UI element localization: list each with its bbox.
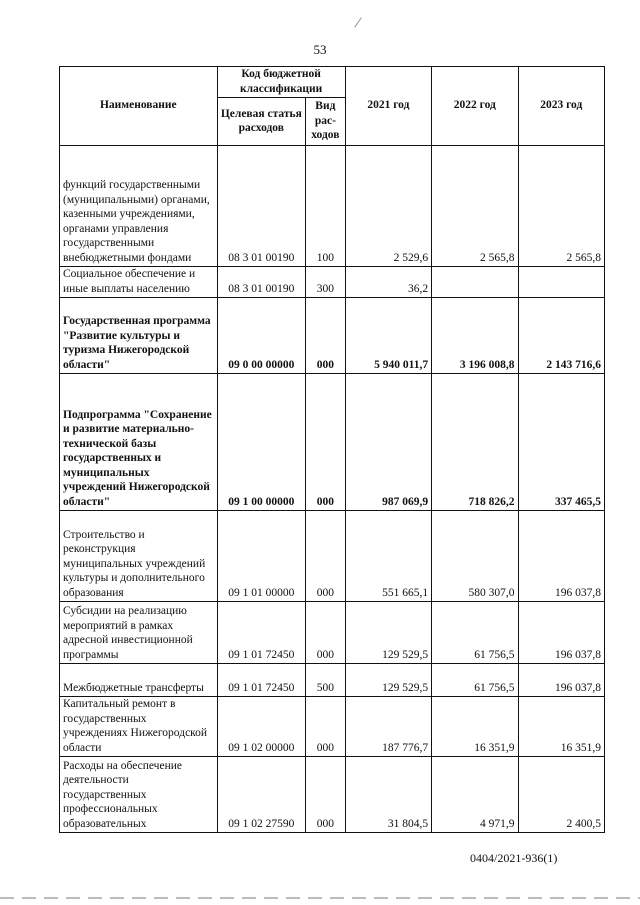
table-row <box>60 267 605 298</box>
row-target-item: 08 3 01 00190 <box>217 146 305 267</box>
scan-mark <box>354 17 362 27</box>
row-value-2021: 987 069,9 <box>345 374 431 511</box>
row-value-2022: 61 756,5 <box>432 664 518 697</box>
row-expense-type: 100 <box>306 146 346 267</box>
header-year-2021: 2021 год <box>345 67 431 146</box>
row-target-item: 09 0 00 00000 <box>217 298 305 374</box>
row-expense-type: 000 <box>306 697 346 757</box>
table-row <box>60 757 605 833</box>
row-value-2021: 31 804,5 <box>345 757 431 833</box>
table-row <box>60 298 605 374</box>
table-body <box>60 146 605 833</box>
row-name: функций государственными (муниципальными) органами, казенными учреждениями, органами управления государственными внебюджетными фондами <box>60 146 218 267</box>
row-target-item: 08 3 01 00190 <box>217 267 305 298</box>
row-value-2021: 129 529,5 <box>345 602 431 664</box>
table-row <box>60 664 605 697</box>
row-value-2023 <box>518 267 604 298</box>
row-value-2023: 2 143 716,6 <box>518 298 604 374</box>
row-value-2022: 580 307,0 <box>432 511 518 602</box>
header-name: Наименование <box>60 67 218 146</box>
row-value-2022: 16 351,9 <box>432 697 518 757</box>
row-value-2022: 61 756,5 <box>432 602 518 664</box>
row-value-2023: 16 351,9 <box>518 697 604 757</box>
row-name: Субсидии на реализацию мероприятий в рамках адресной инвестиционной программы <box>60 602 218 664</box>
row-target-item: 09 1 01 72450 <box>217 602 305 664</box>
table-row <box>60 697 605 757</box>
budget-table <box>59 66 605 833</box>
row-value-2023: 337 465,5 <box>518 374 604 511</box>
row-expense-type: 000 <box>306 511 346 602</box>
row-value-2021: 36,2 <box>345 267 431 298</box>
row-value-2022 <box>432 267 518 298</box>
table-row <box>60 602 605 664</box>
row-value-2022: 3 196 008,8 <box>432 298 518 374</box>
row-name: Расходы на обеспечение деятельности государственных профессиональных образовательных <box>60 757 218 833</box>
row-target-item: 09 1 01 72450 <box>217 664 305 697</box>
row-name: Социальное обеспечение и иные выплаты населению <box>60 267 218 298</box>
document-code: 0404/2021-936(1) <box>470 851 558 865</box>
header-target-item: Целевая статья расходов <box>217 98 305 146</box>
header-budget-code: Код бюджетной классификации <box>217 67 345 98</box>
table-row <box>60 511 605 602</box>
row-name: Подпрограмма "Сохранение и развитие материально-технической базы государственных и муниципальных учреждений Нижегородской области" <box>60 374 218 511</box>
row-name: Капитальный ремонт в государственных учреждениях Нижегородской области <box>60 697 218 757</box>
row-value-2021: 129 529,5 <box>345 664 431 697</box>
row-value-2023: 2 400,5 <box>518 757 604 833</box>
header-year-2022: 2022 год <box>432 67 518 146</box>
row-expense-type: 500 <box>306 664 346 697</box>
row-value-2023: 196 037,8 <box>518 664 604 697</box>
header-year-2023: 2023 год <box>518 67 604 146</box>
row-target-item: 09 1 00 00000 <box>217 374 305 511</box>
row-target-item: 09 1 02 27590 <box>217 757 305 833</box>
row-value-2023: 2 565,8 <box>518 146 604 267</box>
row-value-2022: 718 826,2 <box>432 374 518 511</box>
table-row <box>60 374 605 511</box>
row-expense-type: 000 <box>306 374 346 511</box>
row-value-2021: 187 776,7 <box>345 697 431 757</box>
row-value-2023: 196 037,8 <box>518 602 604 664</box>
row-value-2021: 2 529,6 <box>345 146 431 267</box>
scan-edge <box>0 897 640 899</box>
row-name: Строительство и реконструкция муниципальных учреждений культуры и дополнительного образования <box>60 511 218 602</box>
row-value-2023: 196 037,8 <box>518 511 604 602</box>
table-row <box>60 146 605 267</box>
header-expense-type: Вид рас- ходов <box>306 98 346 146</box>
row-value-2021: 551 665,1 <box>345 511 431 602</box>
row-expense-type: 000 <box>306 298 346 374</box>
page-number: 53 <box>313 42 327 57</box>
row-value-2022: 2 565,8 <box>432 146 518 267</box>
row-value-2021: 5 940 011,7 <box>345 298 431 374</box>
row-expense-type: 300 <box>306 267 346 298</box>
row-name: Государственная программа "Развитие культуры и туризма Нижегородской области" <box>60 298 218 374</box>
row-target-item: 09 1 02 00000 <box>217 697 305 757</box>
row-name: Межбюджетные трансферты <box>60 664 218 697</box>
row-expense-type: 000 <box>306 602 346 664</box>
row-target-item: 09 1 01 00000 <box>217 511 305 602</box>
row-value-2022: 4 971,9 <box>432 757 518 833</box>
row-expense-type: 000 <box>306 757 346 833</box>
